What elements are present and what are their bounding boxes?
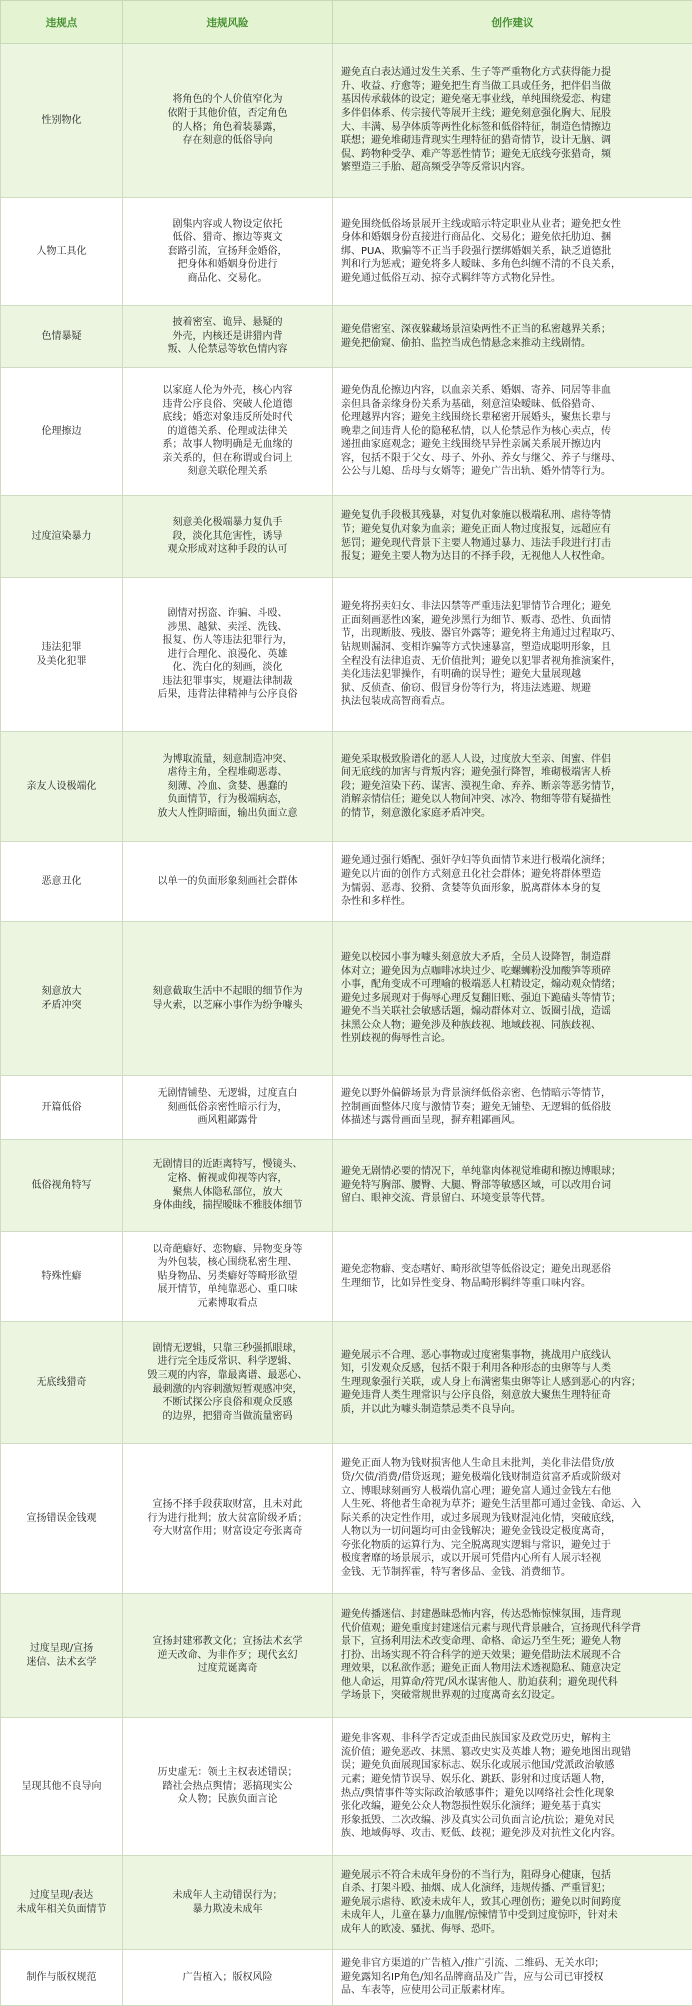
table-row xyxy=(1,842,692,922)
table-row xyxy=(1,1444,692,1594)
creation-suggestion-cell-text: 避免非客观、非科学否定或歪曲民族国家及政党历史，解构主 流价值；避免恶改、抹黑、篡改史实及英雄人物；避免地图出现错 误；避免负面展现国家标志、娱乐化或展示他国/党派政治敏感 元素；避免情节误导、娱乐化、跳跃、影射和过度话题人物， 热点/舆情事件等实际政治敏感事件；避免以网络社会性化现象 张化改编，避免公众人物怨损性娱乐化演绎；避免基于真实 形象抵毁、二次改编、涉及真实公司负面言论/抗讼；避免对民 族、地域侮辱、攻击、贬低、歧视；避免涉及对抗性文化内容。 xyxy=(341,1732,684,1841)
table-row xyxy=(1,732,692,842)
table-row xyxy=(1,198,692,306)
creation-suggestion-cell-text: 避免直白表达通过发生关系、生子等严重物化方式获得能力提 升、收益、疗愈等；避免把生育当做工具或任务，把伴侣当做 基因传承载体的设定；避免毫无事业线，单纯围绕爱恋、构建 多伴侣体系、传宗接代等展开主线；避免刻意强化胸大、屁股 大、丰满、易孕体质等两性化标签和低俗特征，制造色情擦边 联想；避免堆砌违背现实生理特征的猎奇情节，设计无脑、调 侃、跨物种受孕、难产等恶性情节；避免无底线夸张猎奇，频 繁塑造三手胎、超高频受孕等反常识内容。 xyxy=(341,66,684,175)
violation-risk-cell-text: 剧情对拐盗、诈骗、斗殴、 涉黑、越狱、卖淫、洗钱、 报复、伤人等违法犯罪行为， 进行合理化、浪漫化、英雄 化、洗白化的刻画，淡化 违法犯罪事实，规避法律制裁 后果，违背法律精神与公序良俗 xyxy=(129,607,326,702)
creation-suggestion-cell xyxy=(333,1718,692,1856)
violation-point-cell-text: 开篇低俗 xyxy=(5,1101,118,1115)
violation-risk-cell xyxy=(123,1594,333,1718)
table-row xyxy=(1,1322,692,1444)
creation-suggestion-cell-text: 避免复仇手段极其残暴，对复仇对象施以极端私刑、虐待等情 节；避免复仇对象为血亲；避免正面人物过度报复，远超应有 惩罚；避免现代背景下主要人物通过暴力、违法手段进行打击 报复；避免主要人物为达目的不择手段，无视他人人权性命。 xyxy=(341,509,684,563)
violation-risk-cell xyxy=(123,44,333,198)
violation-risk-cell-text: 刻意截取生活中不起眼的细节作为 导火索，以芝麻小事作为纷争噱头 xyxy=(129,985,326,1012)
header-violation-risk: 违规风险 xyxy=(123,1,333,44)
creation-suggestion-cell-text: 避免借密室、深夜躲藏场景渲染两性不正当的私密越界关系； 避免把偷窥、偷拍、监控当成色情悬念来推动主线剧情。 xyxy=(341,323,684,350)
violation-point-cell xyxy=(1,496,123,578)
table-row xyxy=(1,1856,692,1950)
violation-point-cell-text: 呈现其他不良导向 xyxy=(5,1780,118,1794)
violation-risk-cell-text: 无剧情目的近距离特写，慢镜头、 定格、俯视或仰视等内容， 聚焦人体隐私部位，放大 身体曲线，揣捏暧昧不雅肢体细节 xyxy=(129,1158,326,1212)
violation-point-cell-text: 宣扬错误金钱观 xyxy=(5,1512,118,1526)
violation-risk-cell-text: 未成年人主动错误行为； 暴力欺凌未成年 xyxy=(129,1889,326,1916)
violation-risk-cell-text: 以家庭人伦为外壳，核心内容 违背公序良俗、突破人伦道德 底线；婚恋对象违反所处时代 的道德关系、伦理或法律关 系；故事人物明确是无血缘的 亲关系的，但在称谓或台词上 刻意关联伦理关系 xyxy=(129,384,326,479)
creation-suggestion-cell xyxy=(333,198,692,306)
creation-suggestion-cell-text: 避免以校园小事为噱头刻意放大矛盾，全员人设降智，制造群 体对立；避免因为点咖啡冰块过少、吃螺蛳粉没加酸笋等琐碎 小事，配角变成不可理喻的极端恶人杠精设定，煽动观众情绪； 避免过多展现对于侮辱心理反复翻旧账、强迫下跪磕头等情节； 避免不当关联社会敏感话题，煽动群体对立、饭圈引战，造谣 抹黑公众人物；避免涉及种族歧视、地域歧视、同族歧视、 性别歧视的侮辱性言论。 xyxy=(341,951,684,1046)
violation-point-cell xyxy=(1,578,123,732)
violation-risk-cell xyxy=(123,198,333,306)
creation-suggestion-cell-text: 避免展示不合理、恶心事物或过度密集事物，挑战用户底线认 知，引发观众反感，包括不限于利用各种形态的虫卵等与人类 生理现象强行关联，或人身上布满密集虫卵等让人感到恶心的内容； 避免违背人类生理常识与公序良俗，刻意放大聚焦生理特征奇 质，并以此为噱头制造禁忌类不良导向。 xyxy=(341,1349,684,1417)
creation-suggestion-cell-text: 避免展示不符合未成年身份的不当行为，阻碍身心健康，包括 自杀、打架斗殴、抽烟、成人化演绎，违规传播、严重冒犯； 避免展示虐待、欧凌未成年人，致其心理创伤；避免以时间跨度 未成年人，儿童在暴力/血腥/惊悚情节中受到过度惊吓，针对未 成年人的欧凌、骚扰、侮辱、恐吓。 xyxy=(341,1869,684,1937)
violation-point-cell xyxy=(1,732,123,842)
creation-suggestion-cell-text: 避免恋物癖、变态嗜好、畸形欲望等低俗设定；避免出现恶俗 生理细节，比如异性变身、物品畸形羁绊等重口味内容。 xyxy=(341,1263,684,1290)
violation-risk-cell xyxy=(123,1076,333,1140)
violation-point-cell-text: 人物工具化 xyxy=(5,245,118,259)
violation-risk-cell xyxy=(123,578,333,732)
table-row xyxy=(1,44,692,198)
creation-suggestion-cell xyxy=(333,1444,692,1594)
creation-suggestion-cell xyxy=(333,496,692,578)
table-body xyxy=(1,44,692,2006)
violation-point-cell-text: 色情暴疑 xyxy=(5,330,118,344)
violation-risk-cell xyxy=(123,732,333,842)
violation-point-cell xyxy=(1,306,123,368)
violation-risk-cell-text: 以奇葩癖好、恋物癖、异物变身等 为外包装，核心围绕私密生理、 贴身物品、另类癖好等畸形欲望 展开情节，单纯靠恶心、重口味 元素博取看点 xyxy=(129,1243,326,1311)
table-row xyxy=(1,1950,692,2006)
violation-point-cell-text: 伦理擦边 xyxy=(5,425,118,439)
creation-suggestion-cell-text: 避免伪乱伦擦边内容，以血亲关系、婚姻、寄养、同居等非血 亲但具备亲缘身份关系为基础，刻意渲染暧昧、低俗猎奇、 伦理越界内容；避免主线围绕长辈秘密开展婚头，聚焦长辈与 晚辈之间违背人伦的隐秘私情，以人伦禁忌作为核心卖点，传 递扭曲家庭观念；避免主线围绕早异性亲属关系展开擦边内 容，包括不限于父女、母子、外孙、养女与继父、养子与继母、 公公与儿媳、岳母与女婿等；避免广告出轨、婚外情等行为。 xyxy=(341,384,684,479)
violation-point-cell-text: 过度呈现/宣扬 迷信、法术玄学 xyxy=(5,1642,118,1669)
table-row xyxy=(1,578,692,732)
creation-suggestion-cell-text: 避免以野外偏僻场景为背景演绎低俗亲密、色情暗示等情节， 控制画面整体尺度与激情节奏；避免无铺垫、无逻辑的低俗肢 体描述与露骨画面呈现，摒弃粗鄙画风。 xyxy=(341,1087,684,1128)
violation-risk-cell xyxy=(123,1950,333,2006)
violation-risk-cell-text: 以单一的负面形象刻画社会群体 xyxy=(129,875,326,889)
creation-suggestion-cell xyxy=(333,732,692,842)
creation-suggestion-cell-text: 避免非官方渠道的广告植入/推广引流、二维码、无关水印； 避免露知名IP角色/知名品牌商品及广告，应与公司已审授权 品、车表等，应使用公司正版素材库。 xyxy=(341,1957,684,1998)
violation-point-cell xyxy=(1,922,123,1076)
violation-risk-cell xyxy=(123,1232,333,1322)
violation-point-cell-text: 刻意放大 矛盾冲突 xyxy=(5,985,118,1012)
violation-risk-cell-text: 剧集内容或人物设定依托 低俗、猎奇、擦边等爽文 套路引流，宣扬拜金婚俗， 把身体和婚姻身份进行 商品化、交易化。 xyxy=(129,218,326,286)
violation-risk-cell-text: 广告植入；版权风险 xyxy=(129,1971,326,1985)
creation-suggestion-cell-text: 避免将拐卖妇女、非法囚禁等严重违法犯罪情节合理化；避免 正面刻画恶性凶案，避免涉黑行为细节、贩毒、恐性、负面情 节，出现断肢、残肢、器官外露等；避免将主角通过过程取巧、 钻规则漏洞、变相诈骗等方式快速暴富，塑造成聪明形象，且 全程没有法律追责、无价值批判；避免以犯罪者视角推演案件， 美化违法犯罪操作，有明确的误导性；避免大量展现越 狱、反侦查、偷窃、假冒身份等行为，将违法逃避、规避 执法包装成高智商看点。 xyxy=(341,600,684,709)
creation-suggestion-cell-text: 避免无剧情必要的情况下，单纯靠肉体视觉堆砌和擦边博眼球； 避免特写胸部、腰臀、大腿、臀部等敏感区域，可以改用台词 留白、眼神交流、背景留白、环境变景等代替。 xyxy=(341,1165,684,1206)
violation-point-cell xyxy=(1,368,123,496)
creation-suggestion-cell xyxy=(333,578,692,732)
violation-point-cell xyxy=(1,44,123,198)
creation-suggestion-cell xyxy=(333,44,692,198)
violation-point-cell-text: 低俗视角特写 xyxy=(5,1179,118,1193)
table-row xyxy=(1,1232,692,1322)
creation-suggestion-cell xyxy=(333,368,692,496)
violation-point-cell xyxy=(1,1140,123,1232)
header-creation-suggestion: 创作建议 xyxy=(333,1,692,44)
violation-risk-cell-text: 披着密室、诡异、悬疑的 外壳，内核还是讲猎内背 叛、人伦禁忌等软色情内容 xyxy=(129,316,326,357)
table-row xyxy=(1,368,692,496)
violation-risk-cell-text: 无剧情铺垫、无逻辑，过度直白 刻画低俗亲密性暗示行为， 画风粗鄙露骨 xyxy=(129,1087,326,1128)
violation-point-cell-text: 无底线猎奇 xyxy=(5,1376,118,1390)
violation-point-cell-text: 亲友人设极端化 xyxy=(5,780,118,794)
violation-point-cell xyxy=(1,1594,123,1718)
violation-risk-cell xyxy=(123,1856,333,1950)
violation-point-cell xyxy=(1,842,123,922)
table-row xyxy=(1,306,692,368)
violation-point-cell xyxy=(1,1718,123,1856)
violation-point-cell-text: 特殊性癖 xyxy=(5,1270,118,1284)
violation-risk-cell-text: 为博取流量，刻意制造冲突、 虐待主角，全程堆砌恶毒、 刻薄、冷血、贪婪、愚蠢的 负面情节，行为极端病态， 放大人性阴暗面，输出负面立意 xyxy=(129,753,326,821)
violation-risk-cell xyxy=(123,1140,333,1232)
violation-risk-cell-text: 刻意美化极端暴力复仇手 段，淡化其危害性，诱导 观众形成对这种手段的认可 xyxy=(129,516,326,557)
violation-point-cell xyxy=(1,1322,123,1444)
creation-suggestion-cell xyxy=(333,1232,692,1322)
violation-point-cell-text: 过度呈现/表达 未成年相关负面情节 xyxy=(5,1889,118,1916)
creation-suggestion-cell xyxy=(333,1594,692,1718)
creation-suggestion-cell-text: 避免通过强行婚配、强奸孕妇等负面情节来进行极端化演绎； 避免以片面的创作方式刻意丑化社会群体；避免将群体塑造 为懦弱、恶毒、狡猾、贪婪等负面形象，脱离群体本身的复 杂性和多样性。 xyxy=(341,854,684,908)
table-header-row xyxy=(1,1,692,44)
violation-point-cell xyxy=(1,1232,123,1322)
violation-risk-cell xyxy=(123,496,333,578)
creation-suggestion-cell xyxy=(333,1140,692,1232)
creation-suggestion-cell-text: 避免传播迷信、封建愚昧恐怖内容，传达恐怖惊悚氛围，违背现 代价值观；避免重度封建迷信元素与现代背景融合，宣扬现代科学背 景下，宣扬利用法术改变命理、命格、命运乃至生死；避免人物 打扮、出场实现不符合科学的逆天效果；避免借助法术展现不合 理效果，以私欲作恶；避免正面人物用法术透视隐私、随意决定 他人命运，用算命/符咒/风水谋害他人、肋迫获利；避免现代科 学场景下，突破常规世界观的过度离奇玄幻设定。 xyxy=(341,1608,684,1703)
creation-suggestion-cell-text: 避免围绕低俗场景展开主线或暗示特定职业从业者；避免把女性 身体和婚姻身份直接进行商品化、交易化；避免依托肋迫、捆 绑、PUA、欺骗等不正当手段强行摆绑婚姻关系，缺乏道德批 判和行为惩戒；避免将多人暧昧、多角色纠缠不清的不良关系， 避免通过低俗互动、掠夺式羁绊等方式物化异性。 xyxy=(341,218,684,286)
violation-point-cell xyxy=(1,198,123,306)
table-row xyxy=(1,1076,692,1140)
violation-risk-cell xyxy=(123,1718,333,1856)
violation-point-cell xyxy=(1,1950,123,2006)
creation-suggestion-cell xyxy=(333,842,692,922)
table-row xyxy=(1,496,692,578)
creation-suggestion-cell xyxy=(333,1950,692,2006)
violation-risk-cell-text: 剧情无逻辑，只靠三秒强抓眼球， 进行完全违反常识、科学逻辑、 毁三观的内容，靠最离谱、最恶心、 最刺激的内容刺激短暂观感冲突， 不断试探公序良俗和观众反感 的边界，把猎奇当做流量密码 xyxy=(129,1342,326,1424)
violation-risk-cell xyxy=(123,922,333,1076)
violation-risk-cell-text: 历史虚无：领土主权表述错误； 踏社会热点舆情；恶搞现实公 众人物；民族负面言论 xyxy=(129,1766,326,1807)
creation-suggestion-cell xyxy=(333,1856,692,1950)
violation-risk-cell xyxy=(123,368,333,496)
violation-point-cell xyxy=(1,1076,123,1140)
violation-risk-cell xyxy=(123,306,333,368)
violation-point-cell xyxy=(1,1856,123,1950)
creation-suggestion-cell xyxy=(333,1322,692,1444)
violation-risk-cell xyxy=(123,842,333,922)
violation-risk-cell-text: 宣扬不择手段获取财富，且未对此 行为进行批判；放大贫富阶级矛盾； 夸大财富作用；财富设定夸张离奇 xyxy=(129,1498,326,1539)
table-row xyxy=(1,1140,692,1232)
creation-suggestion-cell-text: 避免采取极致脸谱化的恶人人设，过度放大至亲、闺蜜、伴侣 间无底线的加害与背叛内容；避免强行降智，堆砌极端害人桥 段；避免渲染下药、谋害、漠视生命、弃养、断亲等恶劣情节， 消解亲情信任；避免以人物间冲突、冰冷、物细等带有疑描性 的情节，刻意激化家庭矛盾冲突。 xyxy=(341,753,684,821)
violation-point-cell xyxy=(1,1444,123,1594)
creation-suggestion-cell xyxy=(333,1076,692,1140)
violation-risk-cell-text: 将角色的个人价值窄化为 依附于其他价值，否定角色 的人格；角色着装暴露， 存在刻意的低俗导向 xyxy=(129,93,326,147)
violation-point-cell-text: 过度渲染暴力 xyxy=(5,530,118,544)
table-row xyxy=(1,922,692,1076)
table-row xyxy=(1,1718,692,1856)
violation-point-cell-text: 制作与版权规范 xyxy=(5,1971,118,1985)
violation-risk-cell xyxy=(123,1322,333,1444)
violation-point-cell-text: 性别物化 xyxy=(5,114,118,128)
violation-point-cell-text: 恶意丑化 xyxy=(5,875,118,889)
creation-suggestion-cell-text: 避免正面人物为钱财损害他人生命且未批判，美化非法借贷/放 贷/欠债/消费/借贷返现；避免极端化钱财制造贫富矛盾或阶级对 立、博眼球刻画穷人极端仇富心理；避免富人通过金钱左右他 人生死、将他者生命视为草芥；避免生活里都可通过金钱、命运、入 际关系的决定性作用，或过多展现为钱财混沌化情，突破底线， 人物以为一切问题均可由金钱解决；避免金钱设定极度离奇， 夸张化物质的运算行为、完全脱离现实逻辑与常识，避免过于 极度奢靡的场景展示，或以开展可凭借内心所有人展示轻视 金钱、无节制挥霍，特写奢侈品、金钱、消费细节。 xyxy=(341,1457,684,1579)
violation-risk-cell xyxy=(123,1444,333,1594)
violation-risk-cell-text: 宣扬封建邪教文化；宣扬法术玄学 逆天改命、为非作歹；现代玄幻 过度荒诞离奇 xyxy=(129,1635,326,1676)
violation-point-cell-text: 违法犯罪 及美化犯罪 xyxy=(5,641,118,668)
header-violation-point: 违规点 xyxy=(1,1,123,44)
table-row xyxy=(1,1594,692,1718)
creation-suggestion-cell xyxy=(333,306,692,368)
creation-suggestion-cell xyxy=(333,922,692,1076)
